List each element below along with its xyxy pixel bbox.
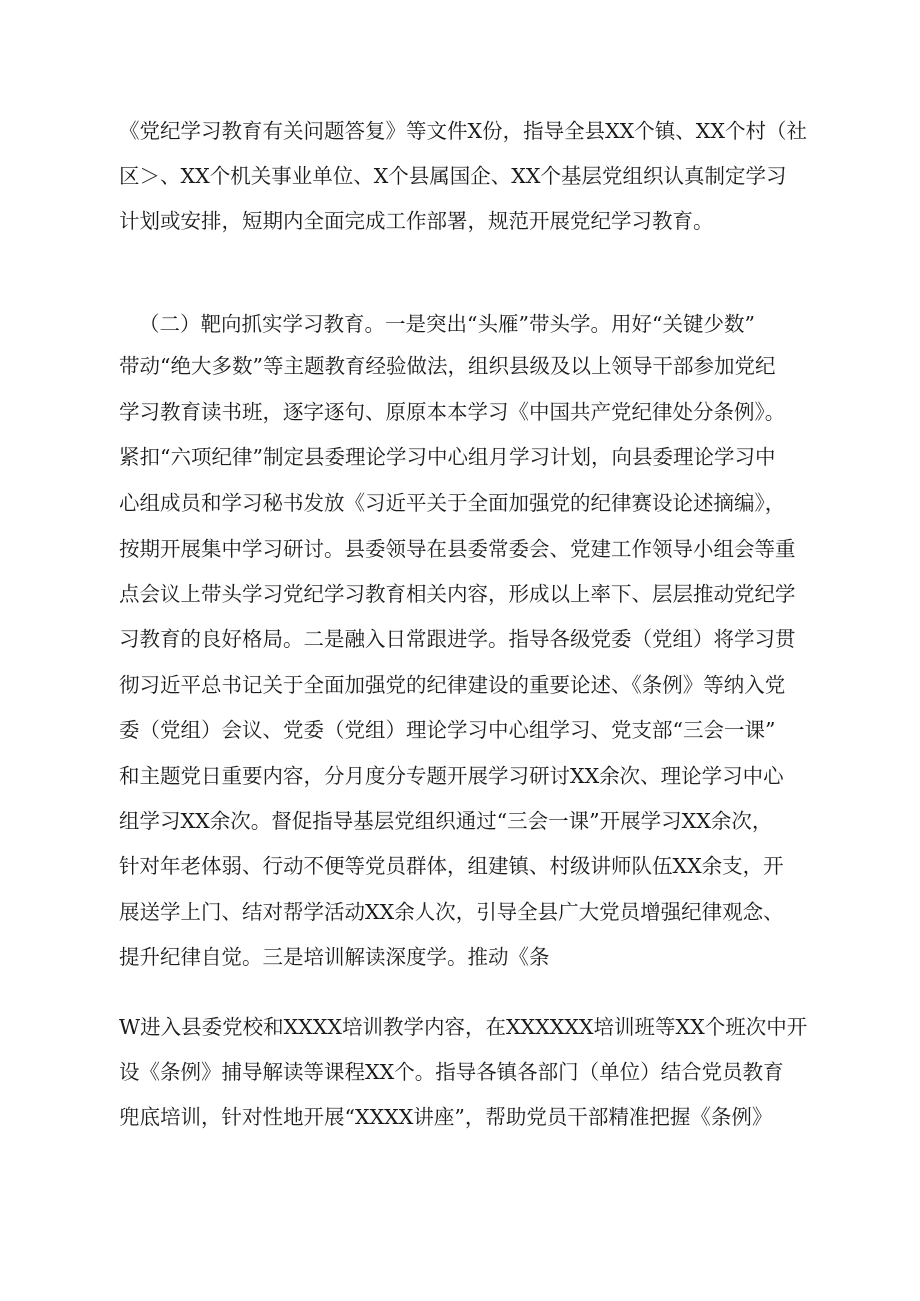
- paragraph-3-line-2: 设《条例》捕导解读等课程XX个。指导各镇各部门（单位）结合党员教育: [119, 1060, 784, 1084]
- paragraph-2-line-1: （二）靶向抓实学习教育。一是突出“头雁”带头学。用好“关键少数”: [139, 312, 755, 336]
- paragraph-2-line-6: 按期开展集中学习研讨。县委领导在县委常委会、党建工作领导小组会等重: [119, 537, 796, 561]
- paragraph-2-line-5: 心组成员和学习秘书发放《习近平关于全面加强党的纪律赛设论述摘编》，: [119, 491, 786, 515]
- paragraph-2-line-15: 提升纪律自觉。三是培训解读深度学。推动《条: [119, 945, 550, 969]
- paragraph-2-line-3: 学习教育读书班，逐字逐句、原原本本学习《中国共产党纪律处分条例》。: [119, 400, 786, 424]
- paragraph-2-line-2: 带动“绝大多数”等主题教育经验做法，组织县级及以上领导干部参加党纪: [119, 354, 776, 378]
- paragraph-2-line-13: 针对年老体弱、行动不便等党员群体，组建镇、村级讲师队伍XX余支，开: [119, 854, 784, 878]
- paragraph-1-line-2: 区＞、XX个机关事业单位、X个县属国企、XX个基层党组织认真制定学习: [119, 164, 787, 188]
- paragraph-2-line-12: 组学习XX余次。督促指导基层党组织通过“三会一课”开展学习XX余次，: [119, 809, 773, 833]
- paragraph-2-line-14: 展送学上门、结对帮学活动XX余人次，引导全县广大党员增强纪律观念、: [119, 900, 784, 924]
- paragraph-2-line-11: 和主题党日重要内容，分月度分专题开展学习研讨XX余次、理论学习中心: [119, 764, 784, 788]
- paragraph-3-line-1: W进入县委党校和XXXX培训教学内容，在XXXXXX培训班等XX个班次中开: [119, 1015, 808, 1039]
- paragraph-3-line-3: 兜底培训，针对性地开展“XXXX讲座”，帮助党员干部精准把握《条例》: [119, 1105, 773, 1129]
- paragraph-2-line-4: 紧扣“六项纪律”制定县委理论学习中心组月学习计划，向县委理论学习中: [119, 445, 776, 469]
- paragraph-2-line-8: 习教育的良好格局。二是融入日常跟进学。指导各级党委（党组）将学习贯: [119, 627, 796, 651]
- paragraph-2-line-10: 委（党组）会议、党委（党组）理论学习中心组学习、党支部“三会一课”: [119, 718, 776, 742]
- paragraph-2-line-7: 点会议上带头学习党纪学习教育相关内容，形成以上率下、层层推动党纪学: [119, 582, 796, 606]
- paragraph-1-line-3: 计划或安排，短期内全面完成工作部署，规范开展党纪学习教育。: [119, 209, 714, 233]
- paragraph-2-line-9: 彻习近平总书记关于全面加强党的纪律建设的重要论述、《条例》等纳入党: [119, 673, 786, 697]
- paragraph-1-line-1: 《党纪学习教育有关问题答复》等文件X份，指导全县XX个镇、XX个村（社: [119, 119, 807, 143]
